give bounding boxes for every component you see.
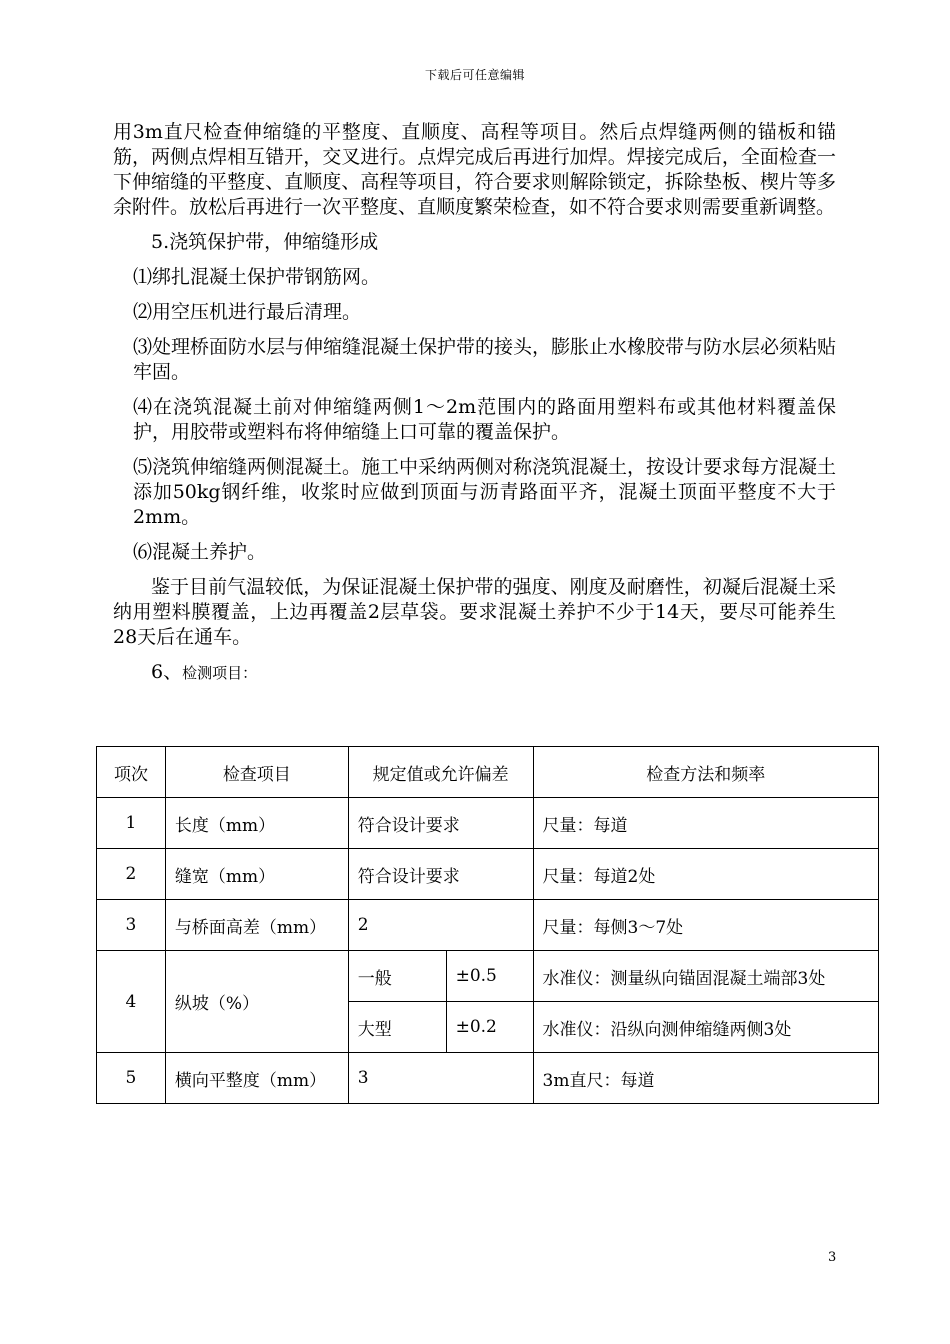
cell-method: 尺量：每道2处 — [533, 849, 878, 900]
cell-value: 符合设计要求 — [348, 798, 533, 849]
cell-method: 水准仪：沿纵向测伸缩缝两侧3处 — [533, 1002, 878, 1053]
step-3: ⑶处理桥面防水层与伸缩缝混凝土保护带的接头，膨胀止水橡胶带与防水层必须粘贴牢固。 — [133, 336, 837, 383]
header-cell-value: 规定值或允许偏差 — [348, 747, 533, 798]
section-6-number: 6、 — [151, 661, 183, 683]
cell-value: ±0.2 — [446, 1002, 533, 1053]
section-6-title: 检测项目： — [182, 664, 258, 682]
step-1: ⑴绑扎混凝土保护带钢筋网。 — [133, 266, 381, 288]
header-cell-item: 检查项目 — [165, 747, 348, 798]
table-row — [97, 798, 879, 849]
page-number: 3 — [828, 1250, 837, 1265]
cell-value: 2 — [348, 900, 533, 951]
table-row — [97, 900, 879, 951]
paragraph-welding: 用3m直尺检查伸缩缝的平整度、直顺度、高程等项目。然后点焊缝两侧的锚板和锚筋，两侧点焊相互错开，交叉进行。点焊完成后再进行加焊。焊接完成后，全面检查一下伸缩缝的平整度、直顺度、高程等项目，符合要求则解除锁定，拆除垫板、楔片等多余附件。放松后再进行一次平整度、直顺度繁荣检查，如不符合要求则需要重新调整。 — [113, 121, 836, 218]
table-row — [97, 1053, 879, 1104]
header-cell-no: 项次 — [97, 747, 166, 798]
step-5: ⑸浇筑伸缩缝两侧混凝土。施工中采纳两侧对称浇筑混凝土，按设计要求每方混凝土添加50kg钢纤维，收浆时应做到顶面与沥青路面平齐，混凝土顶面平整度不大于2mm。 — [133, 456, 837, 528]
cell-method: 尺量：每侧3～7处 — [533, 900, 878, 951]
cell-subtype: 一般 — [348, 951, 446, 1002]
document-body — [113, 120, 836, 686]
cell-no: 2 — [97, 849, 166, 900]
cell-item: 缝宽（mm） — [165, 849, 348, 900]
cell-method: 3m直尺：每道 — [533, 1053, 878, 1104]
cell-value: 符合设计要求 — [348, 849, 533, 900]
table-row-slope-general — [97, 951, 879, 1002]
section-heading-5: 5.浇筑保护带，伸缩缝形成 — [151, 231, 379, 253]
cell-method: 水准仪：测量纵向锚固混凝土端部3处 — [533, 951, 878, 1002]
paragraph-curing: 鉴于目前气温较低，为保证混凝土保护带的强度、刚度及耐磨性，初凝后混凝土采纳用塑料膜覆盖，上边再覆盖2层草袋。要求混凝土养护不少于14天，要尽可能养生28天后在通车。 — [113, 576, 836, 648]
cell-item: 与桥面高差（mm） — [165, 900, 348, 951]
cell-value: ±0.5 — [446, 951, 533, 1002]
step-4: ⑷在浇筑混凝土前对伸缩缝两侧1～2m范围内的路面用塑料布或其他材料覆盖保护，用胶带或塑料布将伸缩缝上口可靠的覆盖保护。 — [133, 396, 836, 443]
cell-no: 5 — [97, 1053, 166, 1104]
section-heading-6 — [113, 660, 836, 686]
cell-no: 4 — [97, 951, 166, 1053]
step-2: ⑵用空压机进行最后清理。 — [133, 301, 362, 323]
page-header: 下载后可任意编辑 — [424, 68, 525, 82]
inspection-table — [96, 746, 879, 1104]
table-row — [97, 849, 879, 900]
step-6: ⑹混凝土养护。 — [133, 541, 267, 563]
table-header-row — [97, 747, 879, 798]
cell-no: 1 — [97, 798, 166, 849]
cell-value: 3 — [348, 1053, 533, 1104]
cell-item: 横向平整度（mm） — [165, 1053, 348, 1104]
cell-item: 纵坡（%） — [165, 951, 348, 1053]
cell-item: 长度（mm） — [165, 798, 348, 849]
cell-method: 尺量：每道 — [533, 798, 878, 849]
cell-no: 3 — [97, 900, 166, 951]
header-cell-method: 检查方法和频率 — [533, 747, 878, 798]
cell-subtype: 大型 — [348, 1002, 446, 1053]
